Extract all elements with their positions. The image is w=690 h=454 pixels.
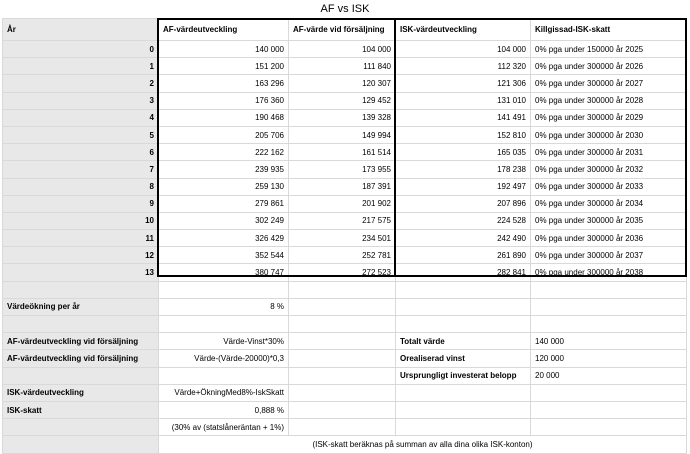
af-sale-cell[interactable]: 173 955 [289,161,396,178]
isk-value-cell[interactable]: 282 841 [396,264,531,281]
header-year[interactable]: År [3,19,159,41]
isk-value-cell[interactable]: 224 528 [396,212,531,229]
year-cell[interactable]: 9 [3,195,159,212]
af-value-cell[interactable]: 259 130 [159,178,289,195]
isk-dev-row [3,384,687,401]
header-af-value[interactable]: AF-värdeutveckling [159,19,289,41]
isk-tax-cell[interactable]: 0% pga under 300000 år 2036 [531,230,687,247]
af-sale-formula-2[interactable]: Värde-(Värde-20000)*0,3 [159,350,289,367]
header-af-sale[interactable]: AF-värde vid försäljning [289,19,396,41]
year-cell[interactable]: 8 [3,178,159,195]
table-row [3,126,687,143]
isk-value-cell[interactable]: 131 010 [396,92,531,109]
isk-value-cell[interactable]: 104 000 [396,41,531,58]
af-value-cell[interactable]: 151 200 [159,58,289,75]
af-sale-cell[interactable]: 111 840 [289,58,396,75]
table-row [3,212,687,229]
isk-value-cell[interactable]: 152 810 [396,126,531,143]
table-row [3,58,687,75]
af-sale-cell[interactable]: 217 575 [289,212,396,229]
unrealized-label[interactable]: Orealiserad vinst [396,350,531,367]
af-sale-cell[interactable]: 149 994 [289,126,396,143]
af-sale-cell[interactable]: 272 523 [289,264,396,281]
isk-tax-cell[interactable]: 0% pga under 300000 år 2028 [531,92,687,109]
af-sale-cell[interactable]: 252 781 [289,247,396,264]
table-row [3,92,687,109]
af-sale-row-1 [3,333,687,350]
isk-tax-cell[interactable]: 0% pga under 300000 år 2034 [531,195,687,212]
growth-value[interactable]: 8 % [159,298,289,315]
year-cell[interactable]: 11 [3,230,159,247]
year-cell[interactable]: 7 [3,161,159,178]
af-sale-cell[interactable]: 201 902 [289,195,396,212]
isk-value-cell[interactable]: 141 491 [396,109,531,126]
year-cell[interactable]: 1 [3,58,159,75]
af-sale-cell[interactable]: 161 514 [289,144,396,161]
af-sale-row-2 [3,350,687,367]
table-row [3,247,687,264]
isk-tax-cell[interactable]: 0% pga under 300000 år 2037 [531,247,687,264]
table-row [3,230,687,247]
total-label[interactable]: Totalt värde [396,333,531,350]
isk-value-cell[interactable]: 178 238 [396,161,531,178]
af-sale-cell[interactable]: 129 452 [289,92,396,109]
table-row [3,41,687,58]
af-sale-cell[interactable]: 234 501 [289,230,396,247]
isk-tax-label[interactable]: ISK-skatt [3,401,159,418]
isk-tax-cell[interactable]: 0% pga under 300000 år 2033 [531,178,687,195]
year-cell[interactable]: 13 [3,264,159,281]
growth-row [3,298,687,315]
header-row [3,19,687,41]
isk-value-cell[interactable]: 112 320 [396,58,531,75]
isk-value-cell[interactable]: 242 490 [396,230,531,247]
af-sale-cell[interactable]: 120 307 [289,75,396,92]
isk-value-cell[interactable]: 192 497 [396,178,531,195]
af-value-cell[interactable]: 279 861 [159,195,289,212]
year-cell[interactable]: 3 [3,92,159,109]
spreadsheet-grid [2,18,687,454]
af-sale-label-2[interactable]: AF-värdeutveckling vid försäljning [3,350,159,367]
year-cell[interactable]: 12 [3,247,159,264]
footnote-row [3,436,687,453]
af-value-cell[interactable]: 302 249 [159,212,289,229]
isk-tax-value[interactable]: 0,888 % [159,401,289,418]
header-isk-tax[interactable]: Killgissad-ISK-skatt [531,19,687,41]
isk-tax-note-row [3,419,687,436]
table-row [3,109,687,126]
af-sale-label-1[interactable]: AF-värdeutveckling vid försäljning [3,333,159,350]
af-value-cell[interactable]: 239 935 [159,161,289,178]
isk-tax-cell[interactable]: 0% pga under 150000 år 2025 [531,41,687,58]
af-value-cell[interactable]: 163 296 [159,75,289,92]
invested-value[interactable]: 20 000 [531,367,687,384]
isk-tax-cell[interactable]: 0% pga under 300000 år 2035 [531,212,687,229]
af-value-cell[interactable]: 190 468 [159,109,289,126]
table-row [3,144,687,161]
af-value-cell[interactable]: 205 706 [159,126,289,143]
table-row [3,161,687,178]
year-cell[interactable]: 10 [3,212,159,229]
footnote[interactable]: (ISK-skatt beräknas på summan av alla dina olika ISK-konton) [159,436,687,453]
af-value-cell[interactable]: 222 162 [159,144,289,161]
isk-tax-cell[interactable]: 0% pga under 300000 år 2031 [531,144,687,161]
af-value-cell[interactable]: 380 747 [159,264,289,281]
table-row [3,195,687,212]
invested-label[interactable]: Ursprungligt investerat belopp [396,367,531,384]
isk-tax-cell[interactable]: 0% pga under 300000 år 2038 [531,264,687,281]
empty-row [3,316,687,333]
table-row [3,264,687,281]
isk-tax-cell[interactable]: 0% pga under 300000 år 2032 [531,161,687,178]
isk-value-cell[interactable]: 261 890 [396,247,531,264]
isk-dev-label[interactable]: ISK-värdeutveckling [3,384,159,401]
header-isk-value[interactable]: ISK-värdeutveckling [396,19,531,41]
invested-row [3,367,687,384]
unrealized-value[interactable]: 120 000 [531,350,687,367]
af-value-cell[interactable]: 326 429 [159,230,289,247]
af-value-cell[interactable]: 140 000 [159,41,289,58]
isk-tax-cell[interactable]: 0% pga under 300000 år 2030 [531,126,687,143]
isk-tax-row [3,401,687,418]
year-cell[interactable]: 4 [3,109,159,126]
total-value[interactable]: 140 000 [531,333,687,350]
isk-value-cell[interactable]: 121 306 [396,75,531,92]
sheet-title: AF vs ISK [320,3,370,15]
table-row [3,75,687,92]
af-sale-formula-1[interactable]: Värde-Vinst*30% [159,333,289,350]
isk-value-cell[interactable]: 207 896 [396,195,531,212]
year-cell[interactable]: 2 [3,75,159,92]
af-sale-cell[interactable]: 139 328 [289,109,396,126]
table-row [3,178,687,195]
af-sale-cell[interactable]: 104 000 [289,41,396,58]
isk-tax-note[interactable]: (30% av (statslåneräntan + 1%) [159,419,289,436]
isk-tax-cell[interactable]: 0% pga under 300000 år 2027 [531,75,687,92]
af-value-cell[interactable]: 352 544 [159,247,289,264]
empty-row [3,281,687,298]
isk-dev-formula[interactable]: Värde+ÖkningMed8%-IskSkatt [159,384,289,401]
year-cell[interactable]: 5 [3,126,159,143]
af-value-cell[interactable]: 176 360 [159,92,289,109]
isk-tax-cell[interactable]: 0% pga under 300000 år 2026 [531,58,687,75]
isk-tax-cell[interactable]: 0% pga under 300000 år 2029 [531,109,687,126]
year-cell[interactable]: 0 [3,41,159,58]
year-cell[interactable]: 6 [3,144,159,161]
af-sale-cell[interactable]: 187 391 [289,178,396,195]
isk-value-cell[interactable]: 165 035 [396,144,531,161]
growth-label[interactable]: Värdeökning per år [3,298,159,315]
